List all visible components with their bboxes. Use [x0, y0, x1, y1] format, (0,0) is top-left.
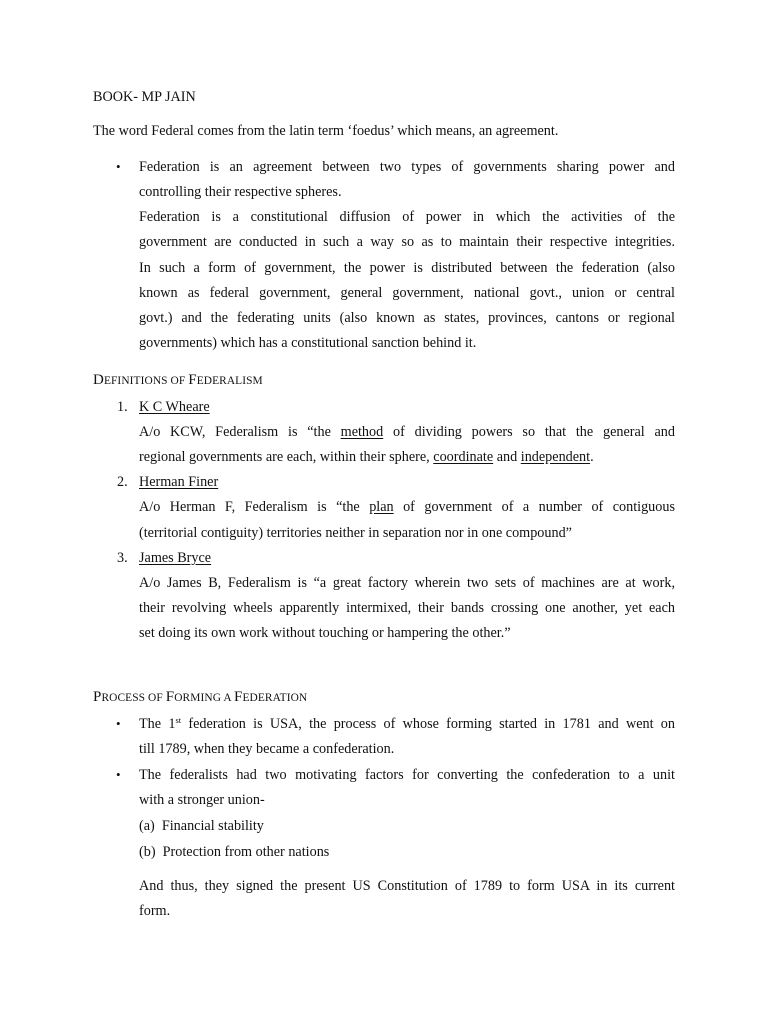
federation-line: In such a form of government, the power is distributed between the federation (also [139, 260, 675, 276]
book-reference: BOOK- MP JAIN [93, 89, 196, 105]
federation-line: governments) which has a constitutional sanction behind it. [139, 335, 477, 351]
federation-line: govt.) and the federating units (also known as states, provinces, cantons or regional [139, 310, 675, 326]
list-number: 3. [117, 550, 128, 566]
federation-line: known as federal government, general government, national govt., union or central [139, 285, 675, 301]
intro-paragraph: The word Federal comes from the latin term ‘foedus’ which means, an agreement. [93, 123, 559, 139]
federation-line: government are conducted in such a way so as to maintain their respective integrities. [139, 234, 675, 250]
factor-item: (a) Financial stability [139, 818, 264, 834]
conclusion-text: form. [139, 903, 171, 919]
process-text: The federalists had two motivating factors for converting the confederation to a unit [139, 767, 675, 783]
definition-text: (territorial contiguity) territories neither in separation nor in one compound” [139, 525, 572, 541]
federation-line: controlling their respective spheres. [139, 184, 342, 200]
process-heading: PROCESS OF FORMING A FEDERATION [93, 689, 308, 705]
definition-author: Herman Finer [139, 474, 219, 490]
list-number: 2. [117, 474, 128, 490]
federation-line: Federation is a constitutional diffusion of power in which the activities of the [139, 209, 675, 225]
definition-author: K C Wheare [139, 399, 210, 415]
definition-text: their revolving wheels apparently intermixed, their bands crossing one another, yet each [139, 600, 675, 616]
definition-text: A/o Herman F, Federalism is “the plan of government of a number of contiguous [139, 499, 675, 515]
definition-text: set doing its own work without touching or hampering the other.” [139, 625, 511, 641]
federation-line: Federation is an agreement between two types of governments sharing power and [139, 159, 675, 175]
definition-text: A/o KCW, Federalism is “the method of dividing powers so that the general and [139, 424, 675, 440]
list-number: 1. [117, 399, 128, 415]
bullet-marker: • [116, 716, 121, 731]
definition-text: A/o James B, Federalism is “a great factory wherein two sets of machines are at work, [139, 575, 675, 591]
definition-author: James Bryce [139, 550, 212, 566]
definition-text: regional governments are each, within their sphere, coordinate and independent. [139, 449, 594, 465]
definitions-heading: DEFINITIONS OF FEDERALISM [93, 372, 263, 388]
conclusion-text: And thus, they signed the present US Constitution of 1789 to form USA in its current [139, 878, 675, 894]
bullet-marker: • [116, 767, 121, 782]
process-text: The 1st federation is USA, the process of whose forming started in 1781 and went on [139, 715, 675, 732]
bullet-marker: • [116, 159, 121, 174]
factor-item: (b) Protection from other nations [139, 844, 330, 860]
process-text: with a stronger union- [139, 792, 265, 808]
process-text: till 1789, when they became a confederation. [139, 741, 395, 757]
